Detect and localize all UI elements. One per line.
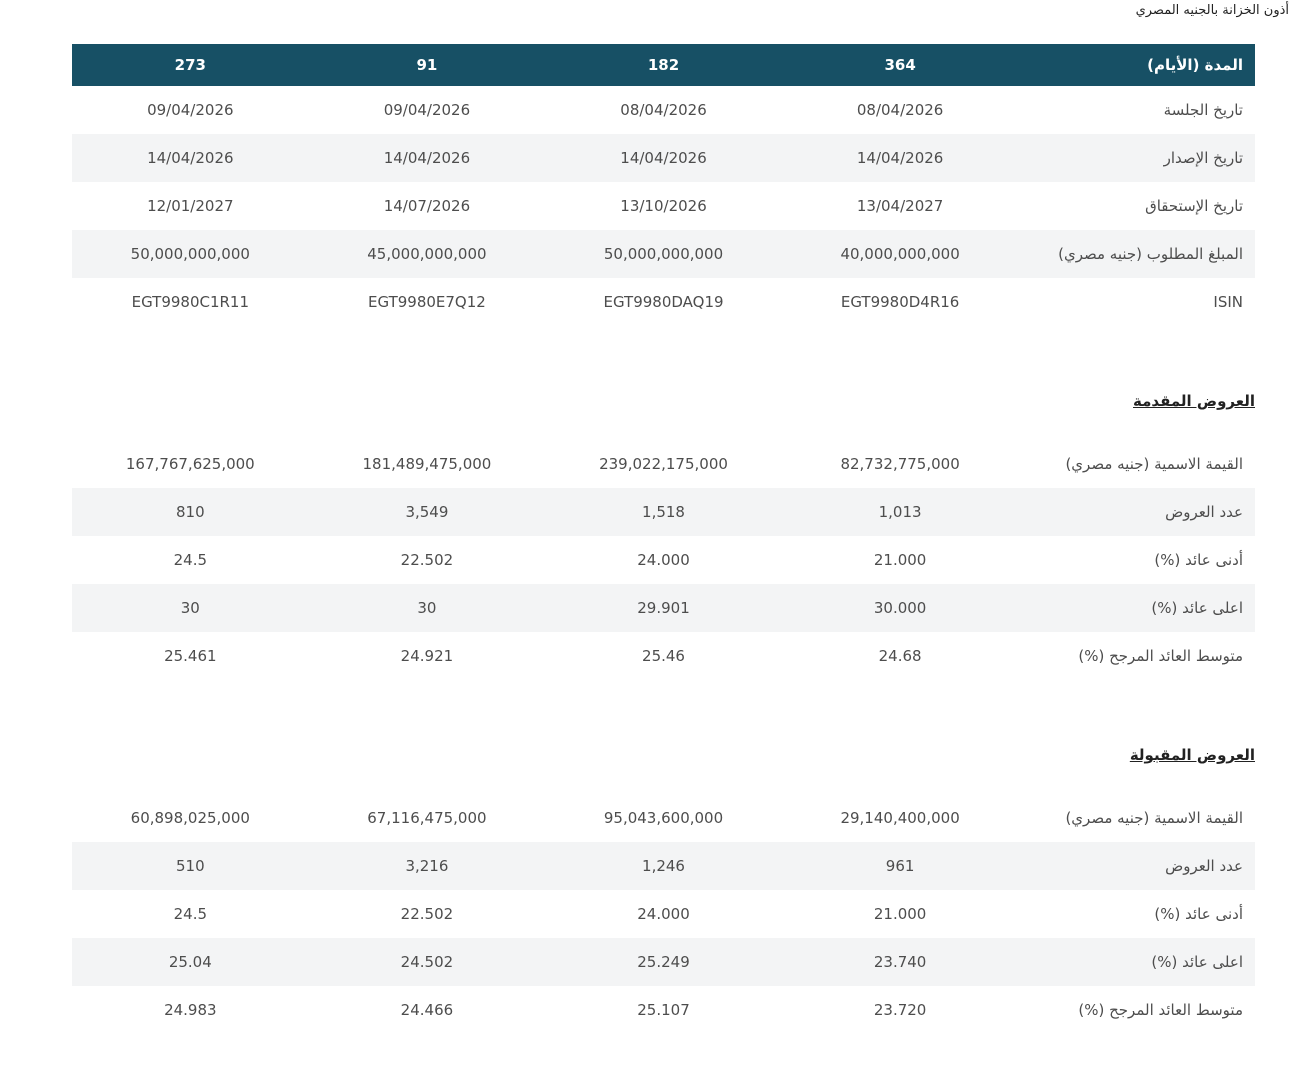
cell-value: 13/04/2027: [856, 197, 944, 215]
cell-value: 24.466: [400, 1001, 454, 1019]
cell-value: 14/04/2026: [620, 149, 707, 167]
cell-value: 25.107: [637, 1001, 690, 1019]
cell-value: 09/04/2026: [383, 101, 471, 119]
row-isin: [72, 278, 1255, 326]
cell-value: 95,043,600,000: [603, 809, 724, 827]
page-title: أذون الخزانة بالجنيه المصري: [1135, 3, 1289, 18]
row-bid-count: [72, 488, 1255, 536]
row-label: متوسط العائد المرجح (%): [1078, 1001, 1243, 1019]
row-weighted-avg-yield: [72, 986, 1255, 1034]
cell-value: 24.5: [173, 551, 208, 569]
row-weighted-avg-yield: [72, 632, 1255, 680]
cell-value: 09/04/2026: [147, 101, 234, 119]
row-min-yield: [72, 536, 1255, 584]
cell-value: 181,489,475,000: [362, 455, 492, 473]
cell-value: 25.249: [637, 953, 690, 971]
row-label: ISIN: [1213, 293, 1243, 311]
column-header-182: 182: [545, 44, 782, 86]
row-label: أدنى عائد (%): [1154, 551, 1243, 569]
cell-value: 30: [180, 599, 200, 617]
cell-value: 24.68: [878, 647, 922, 665]
cell-value: 24.921: [400, 647, 454, 665]
row-nominal-value: [72, 440, 1255, 488]
row-min-yield: [72, 890, 1255, 938]
auction-report-content: [72, 44, 1255, 1034]
cell-value: 08/04/2026: [620, 101, 707, 119]
cell-value: 961: [885, 857, 915, 875]
cell-value: 24.502: [400, 953, 454, 971]
row-label: القيمة الاسمية (جنيه مصري): [1065, 809, 1243, 827]
cell-value: 1,518: [642, 503, 685, 521]
cell-value: 25.46: [642, 647, 685, 665]
row-label: عدد العروض: [1165, 503, 1243, 521]
cell-value: 1,246: [642, 857, 685, 875]
cell-value: 22.502: [400, 905, 454, 923]
cell-value: 239,022,175,000: [599, 455, 728, 473]
cell-value: 14/04/2026: [856, 149, 944, 167]
cell-value: EGT9980D4R16: [840, 293, 960, 311]
cell-value: 30: [417, 599, 437, 617]
cell-value: 13/10/2026: [620, 197, 707, 215]
cell-value: 14/07/2026: [383, 197, 471, 215]
row-label: المبلغ المطلوب (جنيه مصري): [1058, 245, 1243, 263]
cell-value: 60,898,025,000: [130, 809, 250, 827]
row-label: اعلى عائد (%): [1151, 953, 1243, 971]
cell-value: 25.04: [168, 953, 212, 971]
row-label: تاريخ الإستحقاق: [1145, 197, 1243, 215]
cell-value: 510: [175, 857, 205, 875]
row-label: أدنى عائد (%): [1154, 905, 1243, 923]
cell-value: EGT9980DAQ19: [603, 293, 724, 311]
row-label: متوسط العائد المرجح (%): [1078, 647, 1243, 665]
row-label: تاريخ الجلسة: [1163, 101, 1243, 119]
cell-value: 3,549: [405, 503, 449, 521]
submitted-offers-heading: العروض المقدمة: [1133, 392, 1255, 410]
cell-value: 21.000: [873, 905, 927, 923]
cell-value: 50,000,000,000: [603, 245, 724, 263]
row-label: اعلى عائد (%): [1151, 599, 1243, 617]
cell-value: 810: [175, 503, 205, 521]
cell-value: 24.000: [637, 551, 690, 569]
column-header-273: 273: [72, 44, 309, 86]
row-maturity-date: [72, 182, 1255, 230]
cell-value: 24.5: [173, 905, 208, 923]
row-max-yield: [72, 938, 1255, 986]
cell-value: 82,732,775,000: [840, 455, 960, 473]
cell-value: 1,013: [878, 503, 922, 521]
cell-value: 14/04/2026: [147, 149, 234, 167]
cell-value: 67,116,475,000: [367, 809, 487, 827]
row-required-amount: [72, 230, 1255, 278]
row-max-yield: [72, 584, 1255, 632]
table-header-row: [72, 44, 1255, 86]
cell-value: 29.901: [637, 599, 690, 617]
cell-value: 30.000: [873, 599, 927, 617]
cell-value: 24.000: [637, 905, 690, 923]
cell-value: 14/04/2026: [383, 149, 471, 167]
cell-value: 167,767,625,000: [125, 455, 255, 473]
accepted-offers-heading: العروض المقبولة: [1129, 746, 1255, 764]
cell-value: 45,000,000,000: [367, 245, 487, 263]
cell-value: 50,000,000,000: [130, 245, 250, 263]
cell-value: 08/04/2026: [856, 101, 944, 119]
column-header-364: 364: [782, 44, 1019, 86]
cell-value: 22.502: [400, 551, 454, 569]
row-label: القيمة الاسمية (جنيه مصري): [1065, 455, 1243, 473]
cell-value: 12/01/2027: [147, 197, 234, 215]
row-session-date: [72, 86, 1255, 134]
submitted-offers-table: [72, 440, 1255, 680]
cell-value: 23.740: [873, 953, 927, 971]
cell-value: EGT9980C1R11: [131, 293, 250, 311]
row-issue-date: [72, 134, 1255, 182]
cell-value: 3,216: [405, 857, 449, 875]
cell-value: EGT9980E7Q12: [368, 293, 486, 311]
row-label: تاريخ الإصدار: [1163, 149, 1243, 167]
column-header-duration: المدة (الأيام): [1018, 44, 1255, 86]
cell-value: 23.720: [873, 1001, 927, 1019]
bill-details-table: [72, 44, 1255, 326]
column-header-91: 91: [309, 44, 546, 86]
cell-value: 25.461: [164, 647, 217, 665]
row-nominal-value: [72, 794, 1255, 842]
row-bid-count: [72, 842, 1255, 890]
cell-value: 21.000: [873, 551, 927, 569]
cell-value: 24.983: [164, 1001, 217, 1019]
row-label: عدد العروض: [1165, 857, 1243, 875]
cell-value: 29,140,400,000: [840, 809, 960, 827]
accepted-offers-table: [72, 794, 1255, 1034]
cell-value: 40,000,000,000: [840, 245, 960, 263]
